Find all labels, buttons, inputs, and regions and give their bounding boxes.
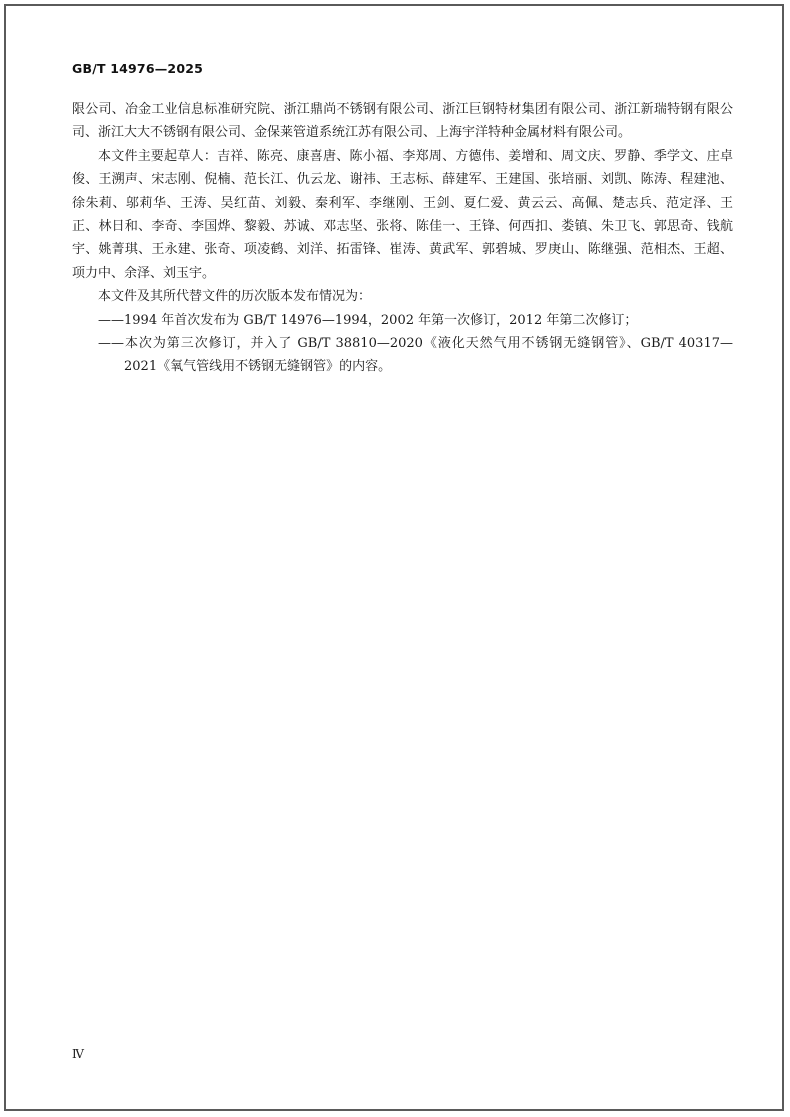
page-content [72, 98, 733, 379]
document-page [4, 4, 784, 1111]
paragraph-main-drafters: 本文件主要起草人：吉祥、陈亮、康喜唐、陈小福、李郑周、方德伟、姜增和、周文庆、罗静、季学文、庄卓俊、王溯声、宋志刚、倪楠、范长江、仇云龙、谢祎、王志标、薛建军、王建国、张培丽、刘凯、陈涛、程建池、徐朱莉、邬莉华、王涛、吴红苗、刘毅、秦利军、李继刚、王剑、夏仁爱、黄云云、高佩、楚志兵、范定泽、王正、林日和、李奇、李国烨、黎毅、苏诚、邓志坚、张将、陈佳一、王锋、何西扣、娄镇、朱卫飞、郭思奇、钱航宇、姚菁琪、王永建、张奇、项凌鹤、刘洋、拓雷锋、崔涛、黄武军、郭碧城、罗庚山、陈继强、范相杰、王超、项力中、余泽、刘玉宇。 [72, 148, 733, 281]
standard-code-header: GB/T 14976—2025 [72, 61, 204, 76]
page-number: Ⅳ [72, 1047, 84, 1061]
paragraph-drafting-units-continued: 限公司、冶金工业信息标准研究院、浙江鼎尚不锈钢有限公司、浙江巨钢特材集团有限公司、浙江新瑞特钢有限公司、浙江大大不锈钢有限公司、金保莱管道系统江苏有限公司、上海宇洋特种金属材料有限公司。 [72, 102, 733, 141]
paragraph-version-history-intro: 本文件及其所代替文件的历次版本发布情况为： [98, 289, 372, 305]
history-item-second: ——本次为第三次修订，并入了 GB/T 38810—2020《液化天然气用不锈钢无缝钢管》、GB/T 40317—2021《氧气管线用不锈钢无缝钢管》的内容。 [98, 336, 733, 375]
history-item-first: ——1994 年首次发布为 GB/T 14976—1994，2002 年第一次修订，2012 年第二次修订； [98, 312, 638, 328]
